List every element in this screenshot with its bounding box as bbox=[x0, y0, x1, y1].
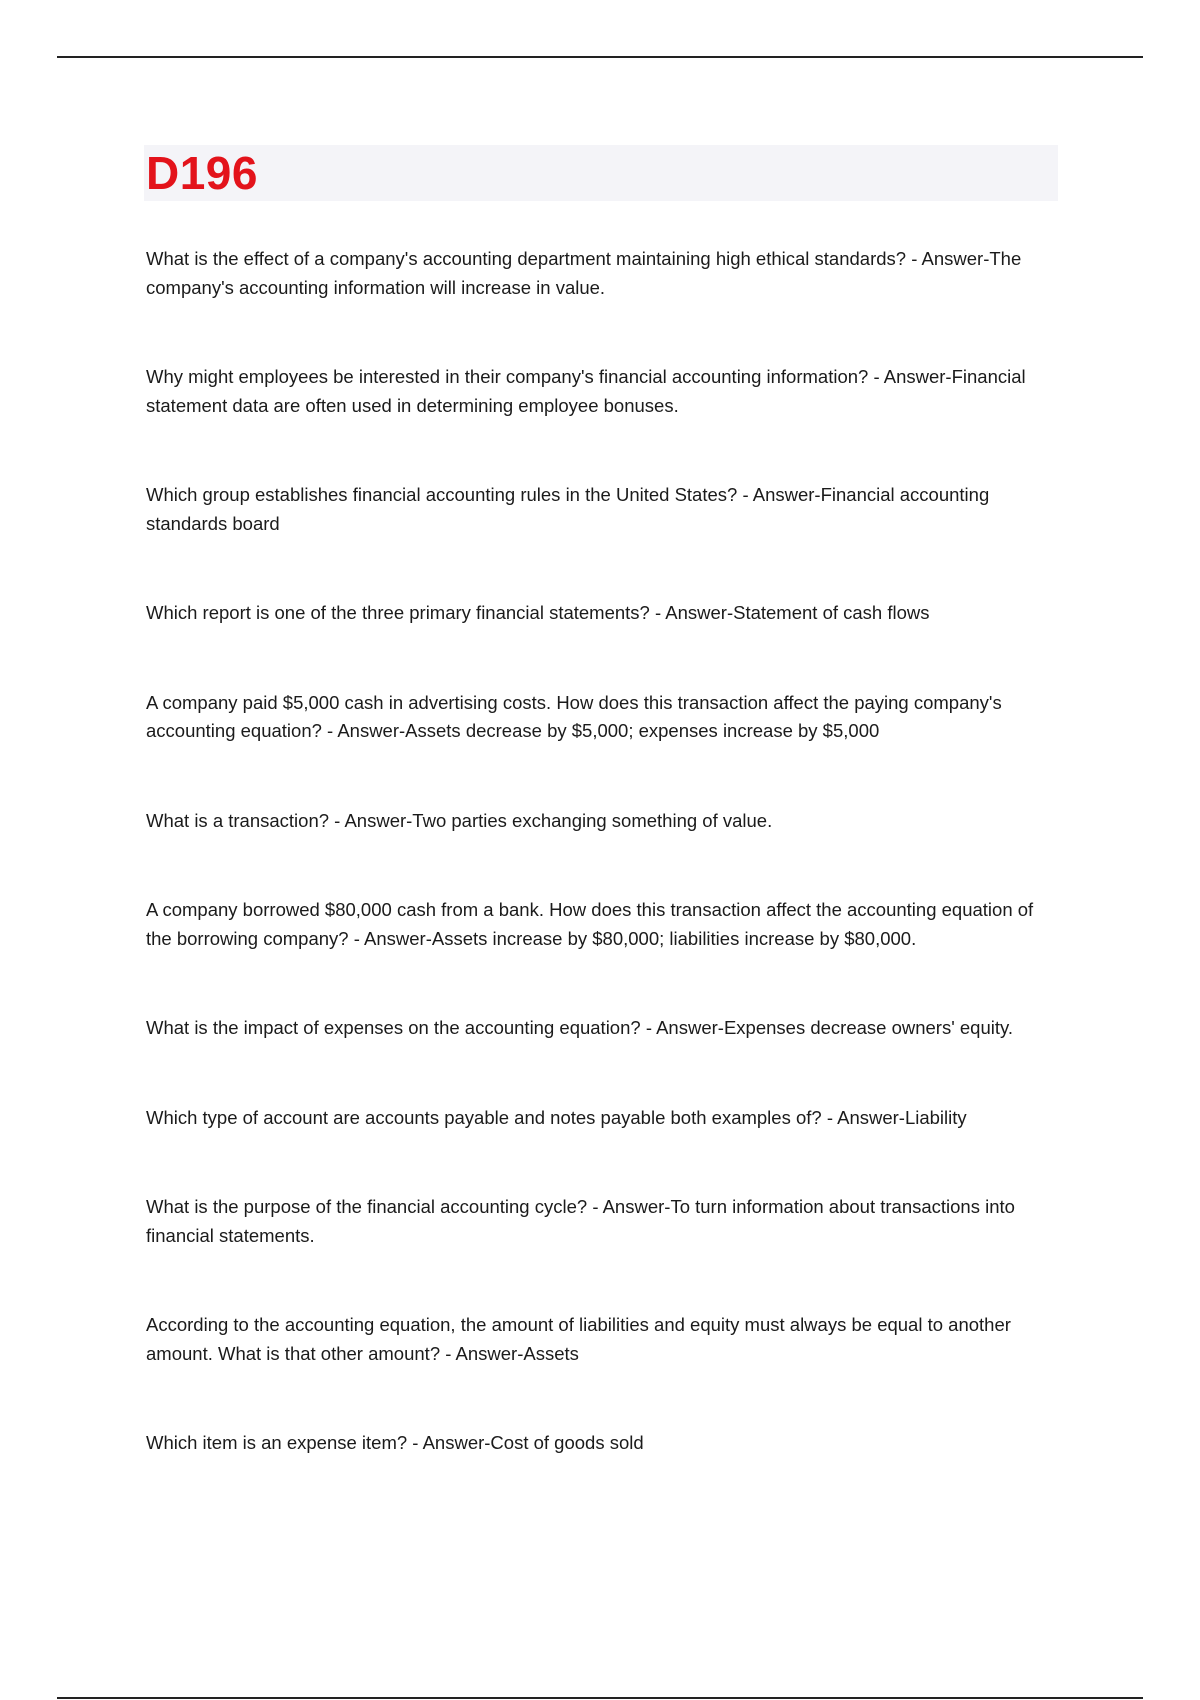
qa-item: What is the effect of a company's accounting department maintaining high ethical standards? - Answer-The company's accounting information will increase in value. bbox=[146, 248, 1022, 298]
qa-item: What is the purpose of the financial accounting cycle? - Answer-To turn information about transactions into financial statements. bbox=[146, 1196, 1015, 1246]
document-title: D196 bbox=[146, 147, 258, 199]
qa-item: Which report is one of the three primary financial statements? - Answer-Statement of cash flows bbox=[146, 602, 930, 623]
qa-item: A company borrowed $80,000 cash from a bank. How does this transaction affect the accounting equation of the borrowing company? - Answer-Assets increase by $80,000; liabilities increase by $80,000. bbox=[146, 899, 1034, 949]
qa-item: What is the impact of expenses on the accounting equation? - Answer-Expenses decrease owners' equity. bbox=[146, 1017, 1014, 1038]
qa-item: A company paid $5,000 cash in advertising costs. How does this transaction affect the paying company's accounting equation? - Answer-Assets decrease by $5,000; expenses increase by $5,000 bbox=[146, 691, 1002, 741]
qa-item: Which type of account are accounts payable and notes payable both examples of? - Answer-Liability bbox=[146, 1106, 967, 1128]
qa-item: Which item is an expense item? - Answer-Cost of goods sold bbox=[146, 1432, 644, 1453]
qa-list bbox=[146, 245, 1056, 1519]
footer-rule bbox=[57, 1697, 1143, 1699]
header-rule bbox=[57, 56, 1143, 58]
title-band bbox=[144, 145, 1058, 201]
qa-item: Which group establishes financial accounting rules in the United States? - Answer-Financial accounting standards board bbox=[146, 484, 990, 534]
qa-item: What is a transaction? - Answer-Two parties exchanging something of value. bbox=[146, 809, 773, 831]
qa-item: According to the accounting equation, the amount of liabilities and equity must always be equal to another amount. What is that other amount? - Answer-Assets bbox=[146, 1314, 1011, 1364]
qa-item: Why might employees be interested in their company's financial accounting information? - Answer-Financial statement data are often used in determining employee bonuses. bbox=[146, 366, 1026, 416]
